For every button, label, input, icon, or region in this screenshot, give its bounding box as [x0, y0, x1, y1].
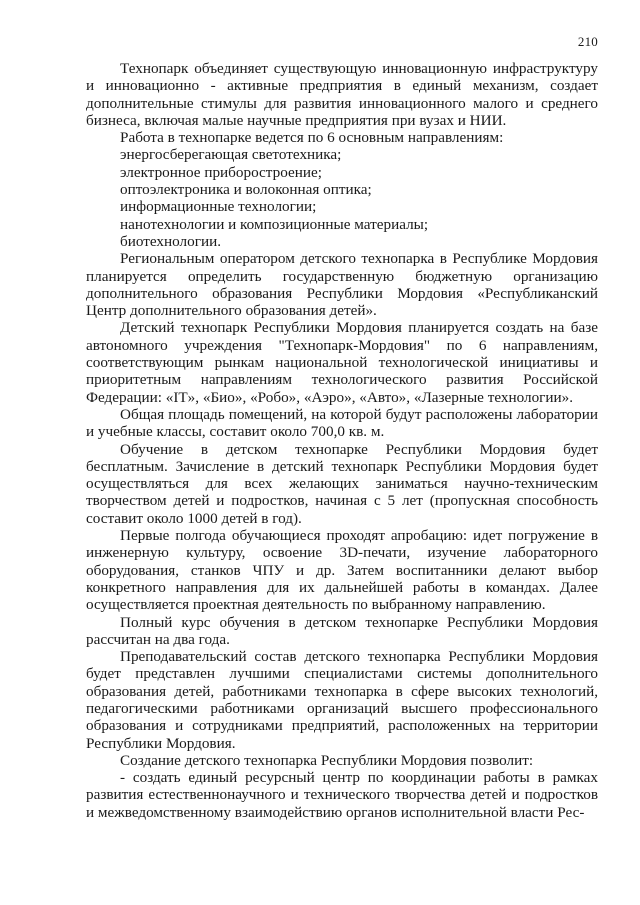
- direction-item: информационные технологии;: [120, 198, 317, 216]
- paragraph-directions-lead: Работа в технопарке ведется по 6 основным направлениям:: [120, 129, 504, 147]
- paragraph-benefits-lead: Создание детского технопарка Республики Мордовия позволит:: [120, 751, 534, 769]
- paragraph-children-technopark: Детский технопарк Республики Мордовия планируется создать на базе автономного учреждения "Технопарк-Мордовия" по 6 направлениям, соответствующим рынкам национальной технологической инициативы и приоритетным направлениям технологического развития Российской Федерации: «IT», «Био», «Робо», «Аэро», «Авто», «Лазерные технологии».: [86, 319, 598, 406]
- paragraph-benefit-item: - создать единый ресурсный центр по координации работы в рамках развития естественнонаучного и технического творчества детей и подростков и межведомственному взаимодействию органов исполнительной власти Рес-: [86, 769, 598, 821]
- paragraph-course-length: Полный курс обучения в детском технопарке Республики Мордовия рассчитан на два года.: [86, 613, 598, 648]
- paragraph-enrollment: Обучение в детском технопарке Республики Мордовия будет бесплатным. Зачисление в детский технопарк Республики Мордовия будет осуществляться для всех желающих заниматься научно-техническим творчеством детей и подростков, начиная с 5 лет (пропускная способность составит около 1000 детей в год).: [86, 440, 598, 527]
- document-body: [86, 60, 598, 821]
- paragraph-area: Общая площадь помещений, на которой будут расположены лаборатории и учебные классы, составит около 700,0 кв. м.: [86, 405, 598, 441]
- direction-item: энергосберегающая светотехника;: [120, 146, 342, 164]
- direction-item: биотехнологии.: [120, 232, 221, 250]
- paragraph-intro: Технопарк объединяет существующую инновационную инфраструктуру и инновационно - активные предприятия в единый механизм, создает дополнительные стимулы для развития инновационного малого и среднего бизнеса, включая малые научные предприятия при вузах и НИИ.: [86, 60, 598, 129]
- paragraph-first-half-year: Первые полгода обучающиеся проходят апробацию: идет погружение в инженерную культуру, освоение 3D-печати, изучение лабораторного оборудования, станков ЧПУ и др. Затем воспитанники делают выбор конкретного направления для их дальнейшей работы в командах. Далее осуществляется проектная деятельность по выбранному направлению.: [86, 527, 598, 614]
- direction-item: оптоэлектроника и волоконная оптика;: [120, 181, 372, 199]
- direction-item: электронное приборостроение;: [120, 163, 322, 181]
- paragraph-operator: Региональным оператором детского технопарка в Республике Мордовия планируется определить государственную бюджетную организацию дополнительного образования Республики Мордовия «Республиканский Центр дополнительного образования детей».: [86, 250, 598, 320]
- paragraph-teaching-staff: Преподавательский состав детского технопарка Республики Мордовия будет представлен лучшими специалистами системы дополнительного образования детей, работниками технопарка в сфере высоких технологий, педагогическими работниками организаций высшего профессионального образования и сотрудниками предприятий, расположенных на территории Республики Мордовия.: [86, 648, 598, 752]
- page-number: 210: [577, 34, 598, 49]
- direction-item: нанотехнологии и композиционные материалы;: [120, 215, 429, 233]
